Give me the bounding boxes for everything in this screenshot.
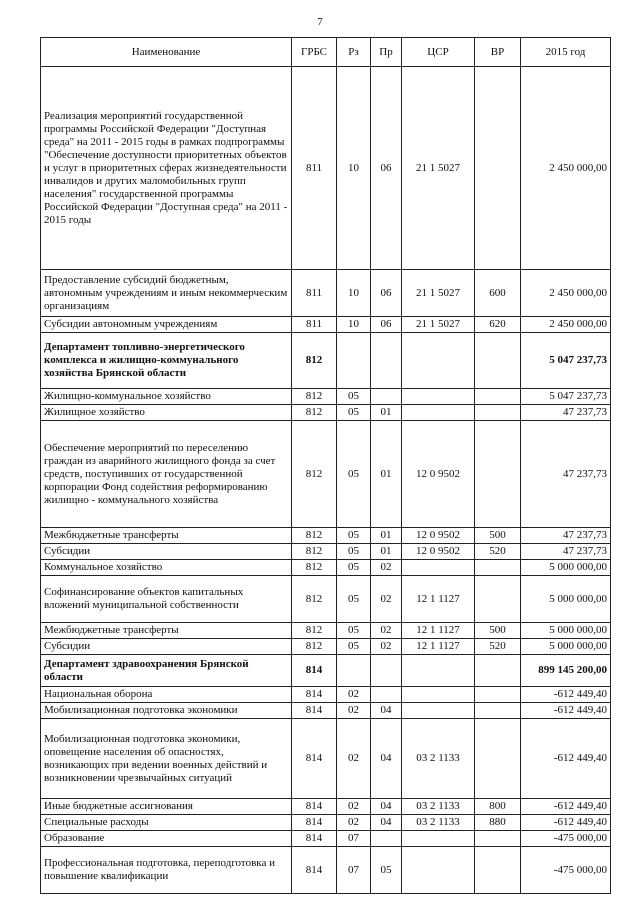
cell-name: Обеспечение мероприятий по переселению граждан из аварийного жилищного фонда за счет средств, поступивших от государственной корпорации Фонд содействия реформированию жилищно - коммунального хозяйства <box>41 421 292 528</box>
table-row <box>41 623 611 639</box>
cell-amount: -612 449,40 <box>521 799 611 815</box>
cell-rz: 05 <box>337 639 371 655</box>
cell-vr <box>475 655 521 687</box>
cell-name: Профессиональная подготовка, переподготовка и повышение квалификации <box>41 847 292 894</box>
cell-name: Департамент здравоохранения Брянской области <box>41 655 292 687</box>
table-row <box>41 576 611 623</box>
table-row <box>41 687 611 703</box>
cell-vr <box>475 703 521 719</box>
cell-name: Межбюджетные трансферты <box>41 623 292 639</box>
cell-vr <box>475 847 521 894</box>
cell-name: Образование <box>41 831 292 847</box>
cell-csr <box>402 831 475 847</box>
table-row <box>41 639 611 655</box>
cell-pr: 04 <box>371 799 402 815</box>
table-row <box>41 544 611 560</box>
table-header <box>41 38 611 67</box>
cell-amount: 2 450 000,00 <box>521 270 611 317</box>
cell-rz: 05 <box>337 544 371 560</box>
cell-vr: 600 <box>475 270 521 317</box>
cell-amount: 5 047 237,73 <box>521 333 611 389</box>
cell-amount: 47 237,73 <box>521 405 611 421</box>
cell-grbs: 812 <box>292 389 337 405</box>
cell-rz: 02 <box>337 799 371 815</box>
table-row <box>41 528 611 544</box>
cell-csr: 12 1 1127 <box>402 623 475 639</box>
cell-rz: 02 <box>337 719 371 799</box>
cell-vr <box>475 831 521 847</box>
cell-amount: -612 449,40 <box>521 687 611 703</box>
cell-amount: 5 000 000,00 <box>521 623 611 639</box>
cell-amount: 5 047 237,73 <box>521 389 611 405</box>
cell-csr: 03 2 1133 <box>402 799 475 815</box>
cell-csr <box>402 389 475 405</box>
cell-csr <box>402 405 475 421</box>
cell-rz: 05 <box>337 623 371 639</box>
cell-vr: 880 <box>475 815 521 831</box>
cell-grbs: 812 <box>292 560 337 576</box>
column-header-name: Наименование <box>41 38 292 67</box>
column-header-year: 2015 год <box>521 38 611 67</box>
cell-pr <box>371 333 402 389</box>
cell-pr: 05 <box>371 847 402 894</box>
cell-rz: 02 <box>337 703 371 719</box>
budget-table <box>40 37 611 894</box>
cell-csr: 12 0 9502 <box>402 544 475 560</box>
cell-grbs: 811 <box>292 317 337 333</box>
table-row <box>41 815 611 831</box>
cell-grbs: 814 <box>292 815 337 831</box>
cell-grbs: 812 <box>292 333 337 389</box>
cell-grbs: 812 <box>292 544 337 560</box>
cell-grbs: 814 <box>292 799 337 815</box>
table-row <box>41 421 611 528</box>
cell-rz: 05 <box>337 405 371 421</box>
cell-pr <box>371 655 402 687</box>
cell-vr <box>475 333 521 389</box>
cell-amount: 5 000 000,00 <box>521 560 611 576</box>
cell-vr: 500 <box>475 623 521 639</box>
table-row <box>41 847 611 894</box>
table-row <box>41 270 611 317</box>
cell-vr <box>475 687 521 703</box>
table-row <box>41 405 611 421</box>
cell-name: Жилищно-коммунальное хозяйство <box>41 389 292 405</box>
cell-vr <box>475 576 521 623</box>
cell-csr <box>402 560 475 576</box>
cell-csr <box>402 847 475 894</box>
cell-csr: 21 1 5027 <box>402 67 475 270</box>
cell-amount: -612 449,40 <box>521 703 611 719</box>
cell-amount: 2 450 000,00 <box>521 67 611 270</box>
cell-name: Иные бюджетные ассигнования <box>41 799 292 815</box>
cell-name: Мобилизационная подготовка экономики <box>41 703 292 719</box>
cell-rz: 05 <box>337 560 371 576</box>
cell-rz: 05 <box>337 421 371 528</box>
cell-grbs: 814 <box>292 703 337 719</box>
cell-pr: 01 <box>371 421 402 528</box>
table-row <box>41 719 611 799</box>
cell-pr: 06 <box>371 270 402 317</box>
cell-pr: 02 <box>371 623 402 639</box>
cell-name: Предоставление субсидий бюджетным, автономным учреждениям и иным некоммерческим организациям <box>41 270 292 317</box>
table-row <box>41 317 611 333</box>
cell-pr: 02 <box>371 639 402 655</box>
cell-csr <box>402 703 475 719</box>
cell-rz: 02 <box>337 815 371 831</box>
cell-name: Мобилизационная подготовка экономики, оповещение населения об опасностях, возникающих при ведении военных действий и возникновении чрезвычайных ситуаций <box>41 719 292 799</box>
cell-pr: 02 <box>371 576 402 623</box>
cell-grbs: 812 <box>292 421 337 528</box>
table-body <box>41 67 611 894</box>
cell-grbs: 812 <box>292 623 337 639</box>
table-row <box>41 389 611 405</box>
cell-csr: 21 1 5027 <box>402 317 475 333</box>
cell-csr: 21 1 5027 <box>402 270 475 317</box>
cell-csr <box>402 333 475 389</box>
cell-amount: 899 145 200,00 <box>521 655 611 687</box>
cell-amount: -612 449,40 <box>521 815 611 831</box>
cell-rz: 10 <box>337 270 371 317</box>
cell-csr <box>402 687 475 703</box>
page-number: 7 <box>317 16 323 28</box>
cell-name: Межбюджетные трансферты <box>41 528 292 544</box>
department-row <box>41 333 611 389</box>
cell-grbs: 811 <box>292 67 337 270</box>
cell-csr: 12 1 1127 <box>402 639 475 655</box>
cell-name: Реализация мероприятий государственной программы Российской Федерации "Доступная среда" на 2011 - 2015 годы в рамках подпрограммы "Обеспечение доступности приоритетных объектов и услуг в приоритетных сферах жизнедеятельности инвалидов и других маломобильных групп населения" государственной программы Российской Федерации "Доступная среда" на 2011 - 2015 годы <box>41 67 292 270</box>
table-row <box>41 831 611 847</box>
cell-pr: 04 <box>371 815 402 831</box>
cell-rz <box>337 333 371 389</box>
cell-vr <box>475 67 521 270</box>
cell-name: Субсидии автономным учреждениям <box>41 317 292 333</box>
cell-vr <box>475 405 521 421</box>
department-row <box>41 655 611 687</box>
cell-name: Национальная оборона <box>41 687 292 703</box>
cell-amount: -612 449,40 <box>521 719 611 799</box>
cell-name: Софинансирование объектов капитальных вложений муниципальной собственности <box>41 576 292 623</box>
table-row <box>41 560 611 576</box>
cell-amount: -475 000,00 <box>521 831 611 847</box>
cell-vr: 520 <box>475 639 521 655</box>
cell-vr <box>475 560 521 576</box>
cell-rz: 07 <box>337 847 371 894</box>
cell-name: Субсидии <box>41 544 292 560</box>
cell-pr <box>371 389 402 405</box>
column-header-vr: ВР <box>475 38 521 67</box>
cell-rz: 05 <box>337 576 371 623</box>
cell-csr: 03 2 1133 <box>402 719 475 799</box>
cell-vr: 520 <box>475 544 521 560</box>
cell-amount: -475 000,00 <box>521 847 611 894</box>
cell-grbs: 812 <box>292 576 337 623</box>
cell-rz: 05 <box>337 528 371 544</box>
cell-grbs: 814 <box>292 655 337 687</box>
cell-amount: 47 237,73 <box>521 421 611 528</box>
table-row <box>41 799 611 815</box>
cell-grbs: 814 <box>292 831 337 847</box>
cell-csr: 12 0 9502 <box>402 421 475 528</box>
column-header-grbs: ГРБС <box>292 38 337 67</box>
cell-amount: 2 450 000,00 <box>521 317 611 333</box>
cell-grbs: 812 <box>292 528 337 544</box>
cell-pr: 06 <box>371 67 402 270</box>
column-header-csr: ЦСР <box>402 38 475 67</box>
cell-csr: 12 1 1127 <box>402 576 475 623</box>
cell-pr: 01 <box>371 528 402 544</box>
cell-name: Коммунальное хозяйство <box>41 560 292 576</box>
cell-name: Департамент топливно-энергетического комплекса и жилищно-коммунального хозяйства Брянской области <box>41 333 292 389</box>
cell-name: Специальные расходы <box>41 815 292 831</box>
cell-grbs: 812 <box>292 639 337 655</box>
cell-amount: 5 000 000,00 <box>521 639 611 655</box>
column-header-rz: Рз <box>337 38 371 67</box>
cell-grbs: 811 <box>292 270 337 317</box>
cell-pr: 01 <box>371 405 402 421</box>
cell-rz: 07 <box>337 831 371 847</box>
table-row <box>41 67 611 270</box>
cell-vr <box>475 389 521 405</box>
cell-vr <box>475 421 521 528</box>
cell-pr: 02 <box>371 560 402 576</box>
header-row <box>41 38 611 67</box>
cell-rz <box>337 655 371 687</box>
cell-rz: 05 <box>337 389 371 405</box>
cell-pr: 01 <box>371 544 402 560</box>
cell-vr <box>475 719 521 799</box>
cell-vr: 620 <box>475 317 521 333</box>
cell-rz: 10 <box>337 317 371 333</box>
cell-rz: 10 <box>337 67 371 270</box>
cell-amount: 47 237,73 <box>521 544 611 560</box>
cell-name: Субсидии <box>41 639 292 655</box>
column-header-pr: Пр <box>371 38 402 67</box>
cell-grbs: 812 <box>292 405 337 421</box>
cell-vr: 500 <box>475 528 521 544</box>
cell-name: Жилищное хозяйство <box>41 405 292 421</box>
cell-pr: 04 <box>371 703 402 719</box>
cell-csr <box>402 655 475 687</box>
cell-rz: 02 <box>337 687 371 703</box>
cell-pr <box>371 831 402 847</box>
cell-pr: 06 <box>371 317 402 333</box>
cell-amount: 5 000 000,00 <box>521 576 611 623</box>
table-row <box>41 703 611 719</box>
cell-pr: 04 <box>371 719 402 799</box>
cell-grbs: 814 <box>292 719 337 799</box>
cell-csr: 03 2 1133 <box>402 815 475 831</box>
cell-grbs: 814 <box>292 687 337 703</box>
cell-vr: 800 <box>475 799 521 815</box>
cell-grbs: 814 <box>292 847 337 894</box>
cell-pr <box>371 687 402 703</box>
cell-csr: 12 0 9502 <box>402 528 475 544</box>
cell-amount: 47 237,73 <box>521 528 611 544</box>
